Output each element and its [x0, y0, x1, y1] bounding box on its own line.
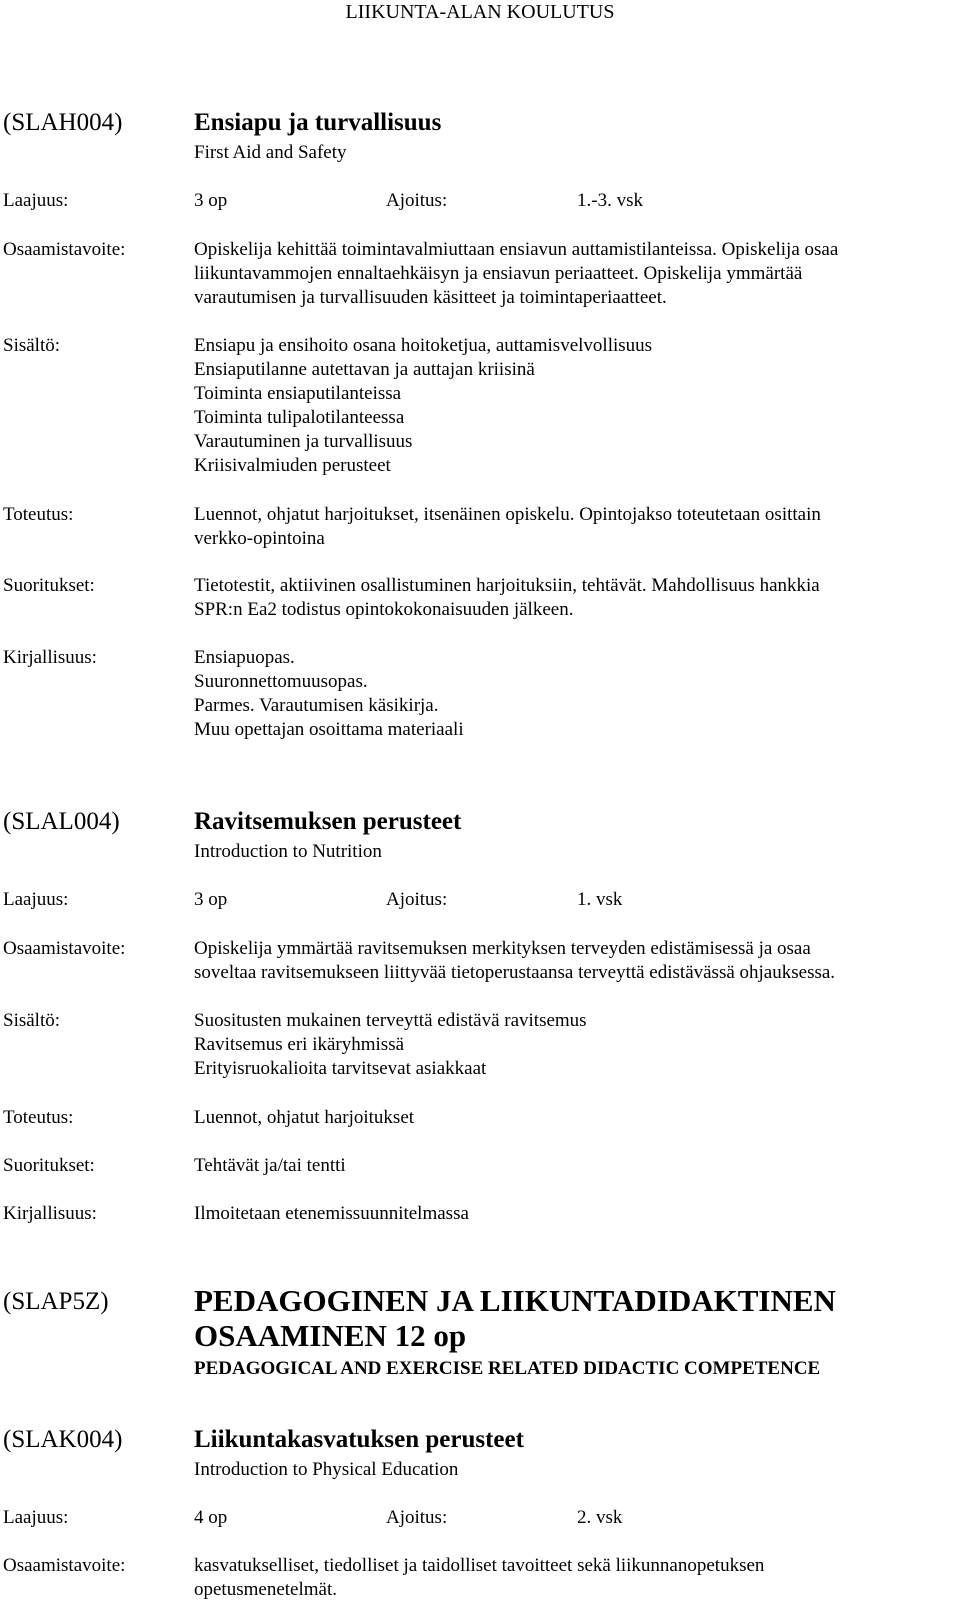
course-subtitle: Introduction to Nutrition — [194, 841, 382, 862]
laajuus-label: Laajuus: — [3, 889, 69, 910]
sisalto-label: Sisältö: — [3, 335, 61, 356]
text-line: Luennot, ohjatut harjoitukset — [194, 1107, 415, 1128]
ajoitus-value: 2. vsk — [577, 1507, 623, 1528]
sisalto-label: Sisältö: — [3, 1010, 61, 1031]
list-item: Toiminta tulipalotilanteessa — [194, 407, 405, 428]
text-line: opetusmenetelmät. — [194, 1579, 337, 1600]
module-title-line1: PEDAGOGINEN JA LIIKUNTADIDAKTINEN — [194, 1283, 836, 1318]
toteutus-text — [194, 503, 956, 551]
course-title: Ravitsemuksen perusteet — [194, 808, 462, 835]
text-line: liikuntavammojen ennaltaehkäisyn ja ensiavun periaatteet. Opiskelija ymmärtää — [194, 263, 803, 284]
suoritukset-text — [194, 574, 956, 622]
laajuus-value: 4 op — [194, 1507, 228, 1528]
course-title: Ensiapu ja turvallisuus — [194, 109, 442, 136]
toteutus-label: Toteutus: — [3, 1107, 74, 1128]
module-subtitle: PEDAGOGICAL AND EXERCISE RELATED DIDACTIC COMPETENCE — [194, 1358, 821, 1379]
text-line: SPR:n Ea2 todistus opintokokonaisuuden jälkeen. — [194, 599, 574, 620]
sisalto-list — [194, 334, 956, 478]
list-item: Suuronnettomuusopas. — [194, 671, 368, 692]
list-item: Erityisruokalioita tarvitsevat asiakkaat — [194, 1058, 487, 1079]
kirjallisuus-label: Kirjallisuus: — [3, 647, 97, 668]
list-item: Varautuminen ja turvallisuus — [194, 431, 413, 452]
list-item: Ensiaputilanne autettavan ja auttajan kriisinä — [194, 359, 535, 380]
course-subtitle: First Aid and Safety — [194, 142, 347, 163]
kirjallisuus-label: Kirjallisuus: — [3, 1203, 97, 1224]
suoritukset-label: Suoritukset: — [3, 1155, 95, 1176]
text-line: Tietotestit, aktiivinen osallistuminen harjoituksiin, tehtävät. Mahdollisuus hankkia — [194, 575, 820, 596]
course-code: (SLAK004) — [3, 1426, 123, 1453]
text-line: varautumisen ja turvallisuuden käsitteet ja toimintaperiaatteet. — [194, 287, 667, 308]
osaamistavoite-label: Osaamistavoite: — [3, 1555, 126, 1576]
suoritukset-text — [194, 1154, 956, 1178]
ajoitus-label: Ajoitus: — [386, 1507, 448, 1528]
list-item: Muu opettajan osoittama materiaali — [194, 719, 464, 740]
page-header-title: LIIKUNTA-ALAN KOULUTUS — [345, 1, 615, 23]
ajoitus-value: 1.-3. vsk — [577, 190, 643, 211]
laajuus-value: 3 op — [194, 190, 228, 211]
kirjallisuus-list — [194, 646, 956, 742]
ajoitus-value: 1. vsk — [577, 889, 623, 910]
ajoitus-label: Ajoitus: — [386, 889, 448, 910]
osaamistavoite-label: Osaamistavoite: — [3, 239, 126, 260]
course-subtitle: Introduction to Physical Education — [194, 1459, 459, 1480]
ajoitus-label: Ajoitus: — [386, 190, 448, 211]
list-item: Parmes. Varautumisen käsikirja. — [194, 695, 439, 716]
module-code: (SLAP5Z) — [3, 1288, 109, 1315]
laajuus-value: 3 op — [194, 889, 228, 910]
list-item: Ensiapu ja ensihoito osana hoitoketjua, auttamisvelvollisuus — [194, 335, 653, 356]
text-line: verkko-opintoina — [194, 528, 325, 549]
list-item: Toiminta ensiaputilanteissa — [194, 383, 402, 404]
list-item: Ilmoitetaan etenemissuunnitelmassa — [194, 1203, 469, 1224]
list-item: Ensiapuopas. — [194, 647, 295, 668]
course-code: (SLAH004) — [3, 109, 123, 136]
osaamistavoite-label: Osaamistavoite: — [3, 938, 126, 959]
list-item: Ravitsemus eri ikäryhmissä — [194, 1034, 405, 1055]
text-line: Luennot, ohjatut harjoitukset, itsenäinen opiskelu. Opintojakso toteutetaan osittain — [194, 504, 821, 525]
osaamistavoite-text — [194, 238, 956, 310]
course-title: Liikuntakasvatuksen perusteet — [194, 1426, 524, 1453]
module-title-line2: OSAAMINEN 12 op — [194, 1318, 467, 1353]
text-line: Opiskelija kehittää toimintavalmiuttaan ensiavun auttamistilanteissa. Opiskelija osaa — [194, 239, 839, 260]
suoritukset-label: Suoritukset: — [3, 575, 95, 596]
laajuus-label: Laajuus: — [3, 1507, 69, 1528]
laajuus-label: Laajuus: — [3, 190, 69, 211]
text-line: kasvatukselliset, tiedolliset ja taidolliset tavoitteet sekä liikunnanopetuksen — [194, 1555, 765, 1576]
sisalto-list — [194, 1009, 956, 1081]
text-line: Opiskelija ymmärtää ravitsemuksen merkityksen terveyden edistämisessä ja osaa — [194, 938, 811, 959]
text-line: soveltaa ravitsemukseen liittyvää tietoperustaansa terveyttä edistävässä ohjauksessa. — [194, 962, 836, 983]
osaamistavoite-text — [194, 1554, 956, 1602]
list-item: Suositusten mukainen terveyttä edistävä ravitsemus — [194, 1010, 587, 1031]
toteutus-text — [194, 1106, 956, 1130]
kirjallisuus-list — [194, 1202, 956, 1226]
text-line: Tehtävät ja/tai tentti — [194, 1155, 346, 1176]
osaamistavoite-text — [194, 937, 956, 985]
toteutus-label: Toteutus: — [3, 504, 74, 525]
course-code: (SLAL004) — [3, 808, 120, 835]
list-item: Kriisivalmiuden perusteet — [194, 455, 391, 476]
